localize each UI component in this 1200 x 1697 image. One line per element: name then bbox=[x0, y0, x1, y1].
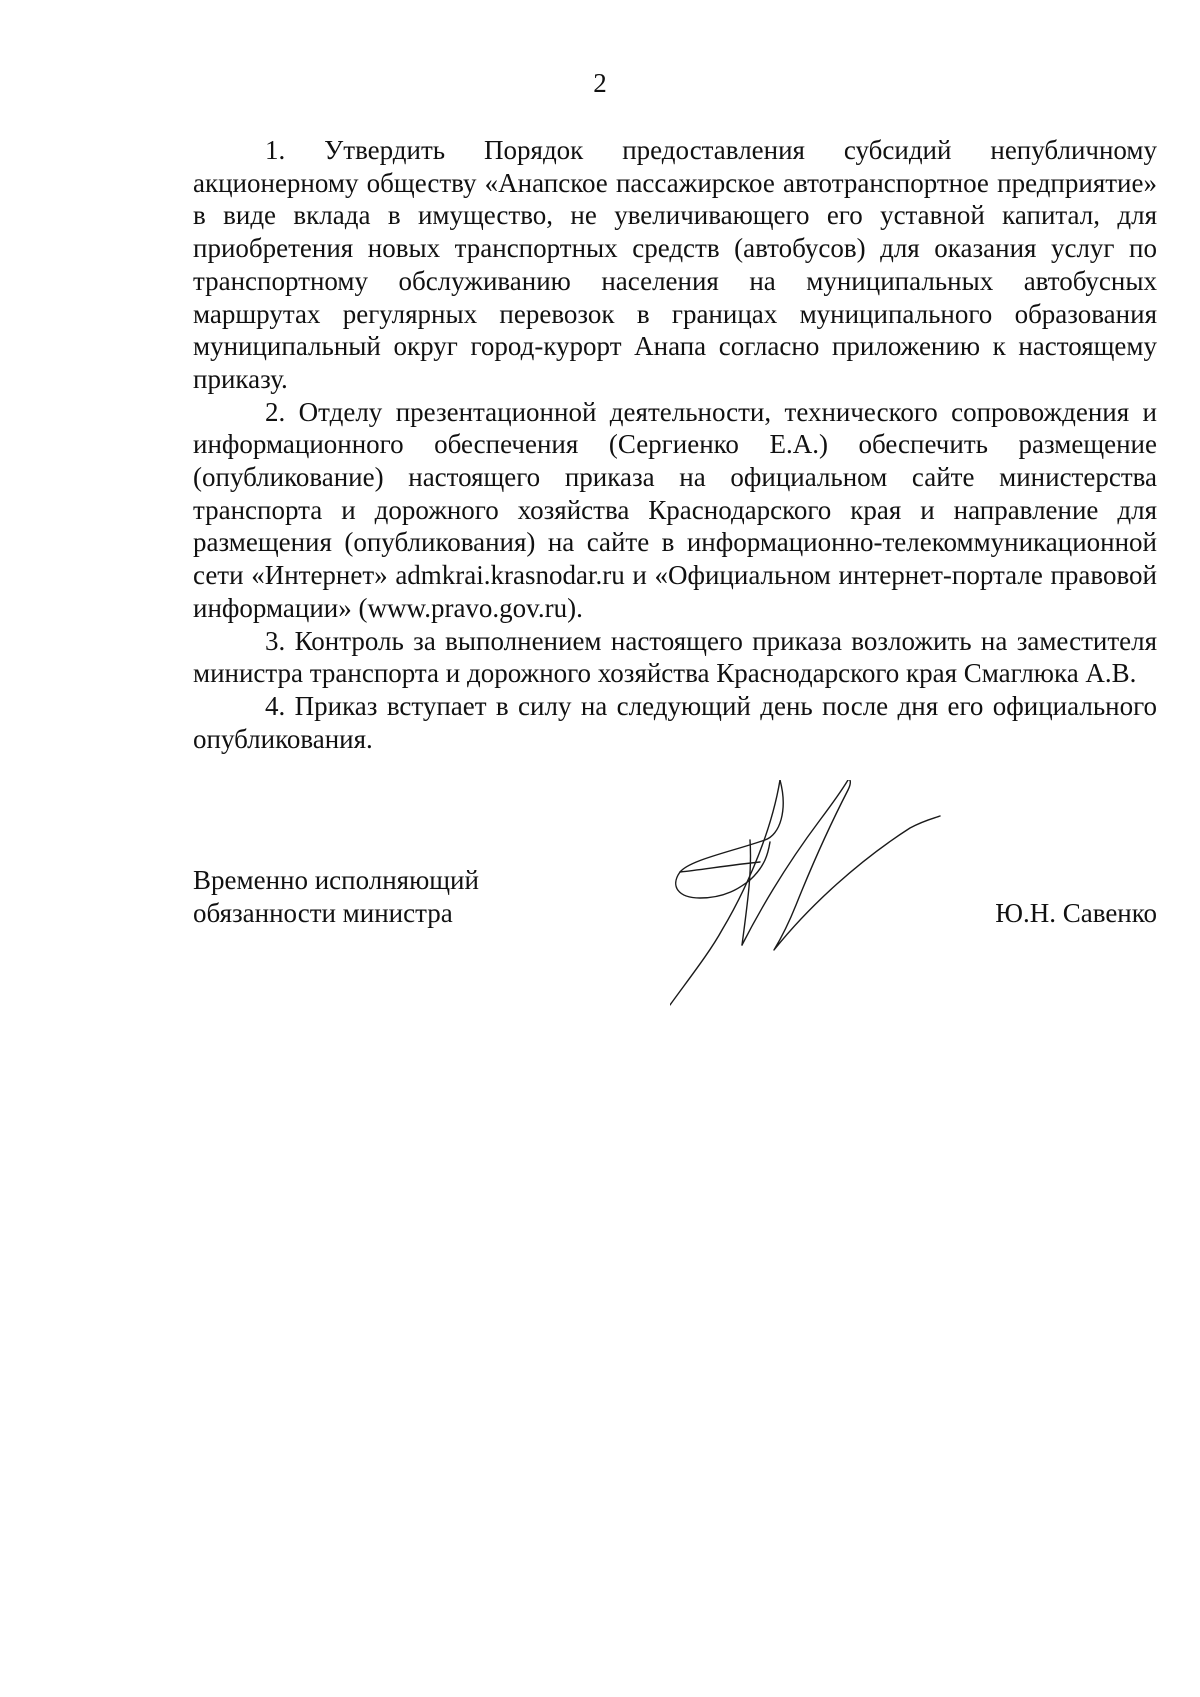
handwritten-signature bbox=[670, 780, 950, 1020]
document-body bbox=[193, 134, 1157, 755]
page-number: 2 bbox=[593, 68, 607, 98]
signer-name: Ю.Н. Савенко bbox=[995, 897, 1157, 928]
paragraph-3: 3. Контроль за выполнением настоящего приказа возложить на заместителя министра транспорта и дорожного хозяйства Краснодарского края Смаглюка А.В. bbox=[193, 625, 1157, 689]
paragraph-2: 2. Отделу презентационной деятельности, технического сопровождения и информационного обеспечения (Сергиенко Е.А.) обеспечить размещение (опубликование) настоящего приказа на официальном сайте министерства транспорта и дорожного хозяйства Краснодарского края и направление для размещения (опубликования) на сайте в информационно-телекоммуникационной сети «Интернет» admkrai.krasnodar.ru и «Официальном интернет-портале правовой информации» (www.pravo.gov.ru). bbox=[193, 396, 1157, 623]
paragraph-1: 1. Утвердить Порядок предоставления субсидий непубличному акционерному обществу «Анапское пассажирское автотранспортное предприятие» в виде вклада в имущество, не увеличивающего его уставной капитал, для приобретения новых транспортных средств (автобусов) для оказания услуг по транспортному обслуживанию населения на муниципальных автобусных маршрутах регулярных перевозок в границах муниципального образования муниципальный округ город-курорт Анапа согласно приложению к настоящему приказу. bbox=[193, 135, 1157, 394]
signer-title bbox=[193, 864, 479, 929]
signer-title-line-1: Временно исполняющий bbox=[193, 865, 479, 895]
paragraph-4: 4. Приказ вступает в силу на следующий день после дня его официального опубликования. bbox=[193, 690, 1157, 754]
signer-title-line-2: обязанности министра bbox=[193, 897, 453, 928]
